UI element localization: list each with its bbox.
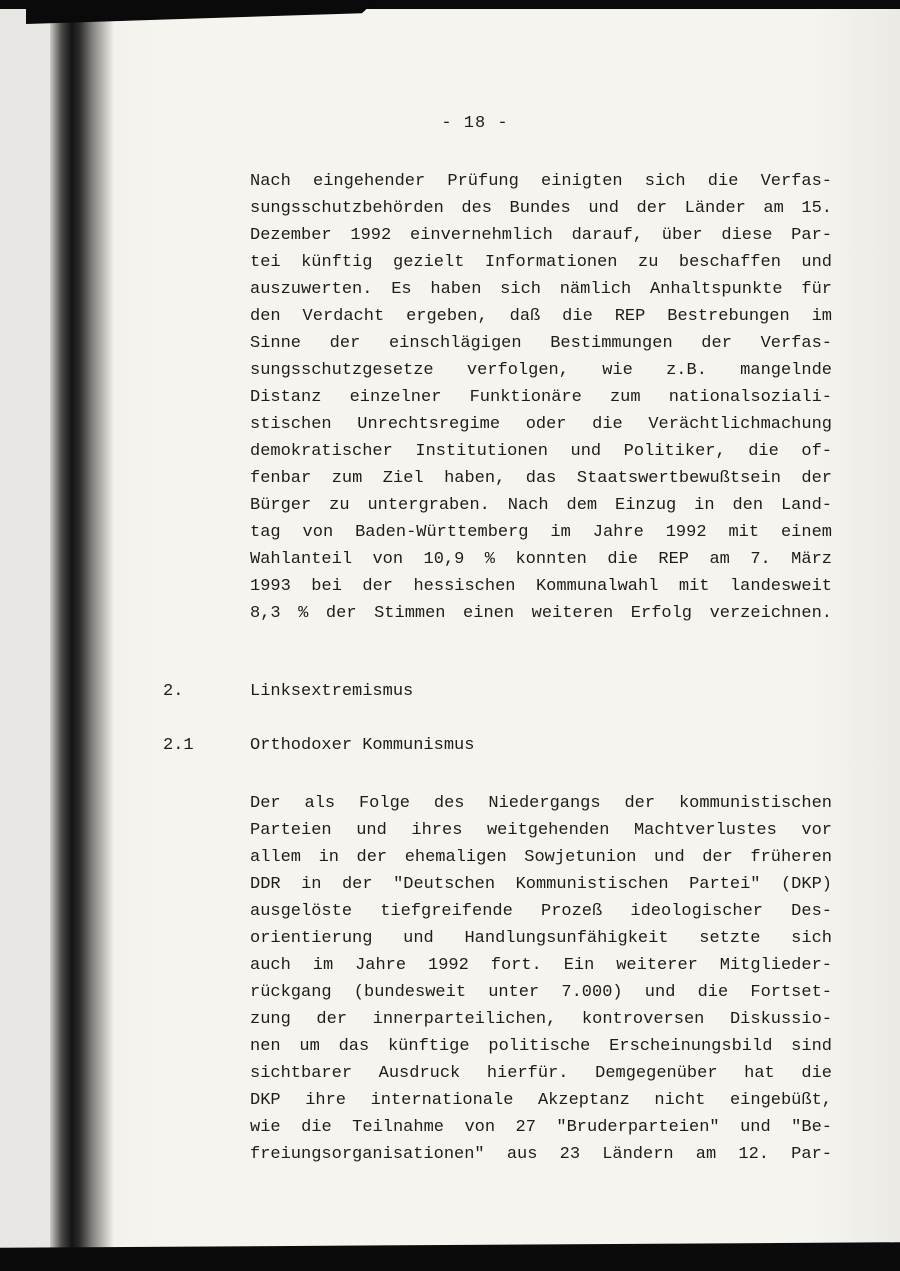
text-line: sungsschutzgesetze verfolgen, wie z.B. mangelnde [250,361,832,380]
text-line: allem in der ehemaligen Sowjetunion und der früheren [250,848,832,867]
paragraph-dkp-decline [250,790,832,1168]
text-line: Sinne der einschlägigen Bestimmungen der Verfas- [250,334,832,353]
text-line: fenbar zum Ziel haben, das Staatswertbewußtsein der [250,469,832,488]
text-line: 1993 bei der hessischen Kommunalwahl mit landesweit [250,577,832,596]
text-line: 8,3 % der Stimmen einen weiteren Erfolg verzeichnen. [250,604,832,623]
paragraph-rep-observation [250,168,832,627]
text-line: Bürger zu untergraben. Nach dem Einzug in den Land- [250,496,832,515]
section-title: Linksextremismus [250,682,414,701]
text-line: tei künftig gezielt Informationen zu beschaffen und [250,253,832,272]
text-line: DKP ihre internationale Akzeptanz nicht eingebüßt, [250,1091,832,1110]
text-line: tag von Baden-Württemberg im Jahre 1992 mit einem [250,523,832,542]
text-line: Wahlanteil von 10,9 % konnten die REP am 7. März [250,550,832,569]
book-binding-shadow [50,0,114,1271]
text-line: wie die Teilnahme von 27 "Bruderparteien" und "Be- [250,1118,832,1137]
text-line: Nach eingehender Prüfung einigten sich die Verfas- [250,172,832,191]
text-line: zung der innerparteilichen, kontroversen Diskussio- [250,1010,832,1029]
text-line: freiungsorganisationen" aus 23 Ländern am 12. Par- [250,1145,832,1164]
text-line: DDR in der "Deutschen Kommunistischen Partei" (DKP) [250,875,832,894]
scan-left-margin [0,0,54,1271]
section-number: 2. [163,682,184,701]
section-title: Orthodoxer Kommunismus [250,736,475,755]
text-line: Parteien und ihres weitgehenden Machtverlustes vor [250,821,832,840]
section-heading-orthodoxer-kommunismus [0,732,900,759]
text-line: sungsschutzbehörden des Bundes und der Länder am 15. [250,199,832,218]
text-line: Dezember 1992 einvernehmlich darauf, über diese Par- [250,226,832,245]
text-line: nen um das künftige politische Erscheinungsbild sind [250,1037,832,1056]
scan-bottom-edge [0,1242,900,1271]
text-line: Distanz einzelner Funktionäre zum nationalsoziali- [250,388,832,407]
text-line: rückgang (bundesweit unter 7.000) und die Fortset- [250,983,832,1002]
section-number: 2.1 [163,736,194,755]
scan-top-left-cover-edge [26,0,376,24]
text-line: auszuwerten. Es haben sich nämlich Anhaltspunkte für [250,280,832,299]
page-number: - 18 - [441,114,509,133]
text-line: demokratischer Institutionen und Politiker, die of- [250,442,832,461]
text-line: auch im Jahre 1992 fort. Ein weiterer Mitglieder- [250,956,832,975]
section-heading-linksextremismus [0,678,900,705]
text-line: stischen Unrechtsregime oder die Verächtlichmachung [250,415,832,434]
text-line: sichtbarer Ausdruck hierfür. Demgegenüber hat die [250,1064,832,1083]
text-line: orientierung und Handlungsunfähigkeit setzte sich [250,929,832,948]
text-line: Der als Folge des Niedergangs der kommunistischen [250,794,832,813]
text-line: den Verdacht ergeben, daß die REP Bestrebungen im [250,307,832,326]
text-line: ausgelöste tiefgreifende Prozeß ideologischer Des- [250,902,832,921]
